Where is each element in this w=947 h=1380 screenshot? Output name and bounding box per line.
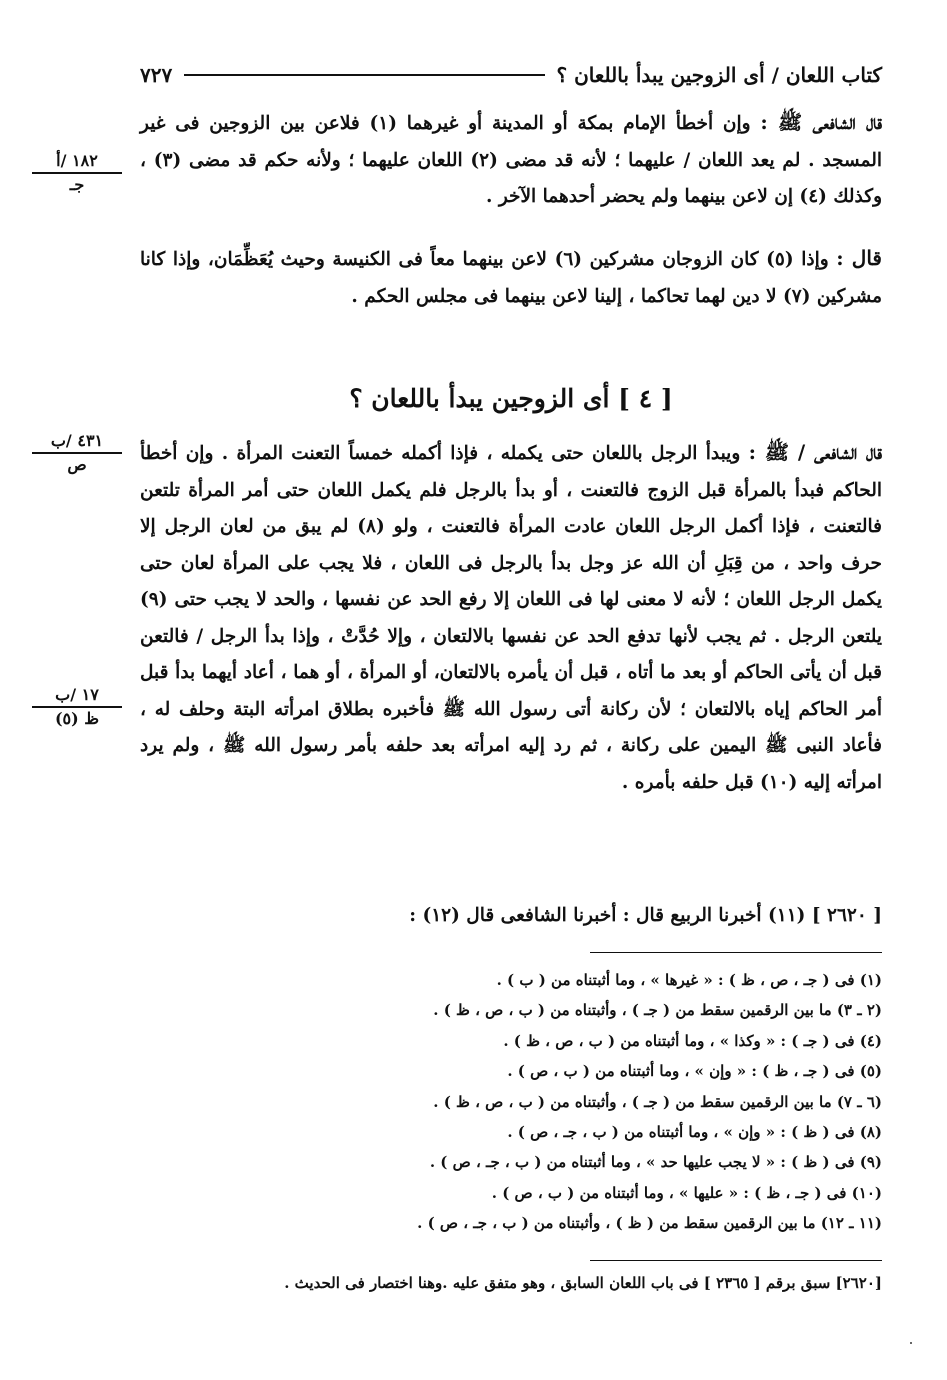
margin-note-3-ms: ظ (٥) [54, 709, 100, 728]
margin-note-2-ms: ص [67, 455, 87, 474]
paragraph-2-text: وإذا (٥) كان الزوجان مشركين (٦) لاعن بينهما معاً فى الكنيسة وحيث يُعَظِّمَان، وإذا كانا مشركين (٧) لا دين لهما تحاكما ، إلينا لاعن بينهما فى مجلس الحكم . [140, 249, 882, 307]
footnote-2: (٢ ـ ٣) ما بين الرقمين سقط من ( جـ ) ، وأثبتناه من ( ب ، ص ، ظ ) . [433, 1001, 882, 1020]
margin-note-1-ms: جـ [69, 175, 85, 194]
section-title: [ ٤ ] أى الزوجين يبدأ باللعان ؟ [349, 384, 673, 413]
running-title: كتاب اللعان / أى الزوجين يبدأ باللعان ؟ [556, 63, 882, 87]
footnote-6: (٨) فى ( ظ ) : « وإن » ، وما أثبتناه من ( ب ، جـ ، ص ) . [507, 1123, 882, 1142]
page-number: ٧٢٧ [140, 63, 173, 87]
footnote-1: (١) فى ( جـ ، ص ، ظ ) : « غيرها » ، وما أثبتناه من ( ب ) . [496, 971, 882, 989]
margin-note-1-folio: ١٨٢ /أ [32, 152, 122, 174]
commentary-rule [590, 1260, 882, 1261]
footnote-7: (٩) فى ( ظ ) : « لا يجب عليها حد » ، وما أثبتناه من ( ب ، جـ ، ص ) . [429, 1153, 882, 1172]
footnote-5: (٦ ـ ٧) ما بين الرقمين سقط من ( جـ ) ، وأثبتناه من ( ب ، ص ، ظ ) . [433, 1092, 882, 1111]
footnote-9: (١١ ـ ١٢) ما بين الرقمين سقط من ( ظ ) ، وأثبتناه من ( ب ، جـ ، ص ) . [417, 1214, 882, 1233]
paragraph-1-text: وإن أخطأ الإمام بمكة أو المدينة أو غيرهما (١) فلاعن بين الزوجين فى غير المسجد . لم يعد اللعان / عليهما ؛ لأنه قد مضى (٢) اللعان عليهما ؛ ولأنه حكم قد مضى (٣) ، وكذلك (٤) إن لاعن بينهما ولم يحضر أحدهما الآخر . [140, 113, 882, 207]
running-header [140, 58, 882, 92]
commentary-note-2620: [٢٦٢٠] سبق برقم [ ٢٣٦٥ ] فى باب اللعان السابق ، وهو متفق عليه .وهنا اختصار فى الحديث . [284, 1274, 882, 1292]
footnote-rule [590, 952, 882, 953]
margin-note-2-folio: ٤٣١ /ب [32, 432, 122, 454]
header-rule [184, 74, 544, 76]
footnote-4: (٥) فى ( جـ ، ظ ) : « وإن » ، وما أثبتناه من ( ب ، ص ) . [507, 1062, 882, 1081]
footnote-3: (٤) فى ( جـ ) : « وكذا » ، وما أثبتناه من ( ب ، ص ، ظ ) . [503, 1031, 882, 1050]
paragraph-1 [140, 104, 882, 216]
paragraph-2-lead: قال : [836, 246, 882, 270]
main-paragraph-text: ويبدأ الرجل باللعان حتى يكمله ، فإذا أكمله خمساً التعنت المرأة . وإن أخطأ الحاكم فبدأ بالمرأة قبل الزوج فالتعنت ، أو بدأ بالرجل فلم يكمل اللعان حتى أمر المرأة تلتعن فالتعنت ، فإذا أكمل الرجل اللعان عادت المرأة فالتعنت ، ولو (٨) لم يبق من لعان الرجل إلا حرف واحد ، من قِبَلِ أن الله عز وجل بدأ بالرجل فى اللعان ، فلا يجب على المرأة لعان حتى يكمل الرجل اللعان ؛ لأنه لا معنى لها فى اللعان إلا رفع الحد عن نفسها ، والحد لا يجب حتى (٩) يلتعن الرجل . ثم يجب لأنها تدفع الحد عن نفسها بالالتعان ، وإلا حُدَّتْ ، وإذا بدأ الرجل / فالتعن قبل أن يأتى الحاكم أو بعد ما أتاه ، قبل أن يأمره بالالتعان، أو المرأة ، أو هما ، أعاد أيهما بدأ قبل أمر الحاكم إياه بالالتعان ؛ لأن ركانة أتى رسول الله ﷺ فأخبره بطلاق امرأته البتة وحلف له ، فأعاد النبى ﷺ اليمين على ركانة ، ثم رد إليه امرأته بعد حلفه بأمر رسول الله ﷺ ، ولم يرد امرأته إليه (١٠) قبل حلفه بأمره . [140, 443, 883, 793]
margin-note-2 [32, 432, 122, 474]
margin-note-3-folio: ١٧ /ب [32, 686, 122, 708]
page-speck [910, 1342, 912, 1344]
main-paragraph [140, 434, 882, 801]
paragraph-2 [140, 240, 882, 315]
main-paragraph-lead: قال الشافعى / ﷺ : [748, 440, 882, 464]
margin-note-1 [32, 152, 122, 194]
footnote-8: (١٠) فى ( جـ ، ظ ) : « عليها » ، وما أثبتناه من ( ب ، ص ) . [491, 1183, 882, 1202]
margin-note-3 [32, 686, 122, 728]
footnotes [140, 965, 882, 1239]
hadith-line: [ ٢٦٢٠ ] (١١) أخبرنا الربيع قال : أخبرنا الشافعى قال (١٢) : [409, 905, 882, 926]
paragraph-1-lead: قال الشافعى ﷺ : [760, 110, 882, 134]
